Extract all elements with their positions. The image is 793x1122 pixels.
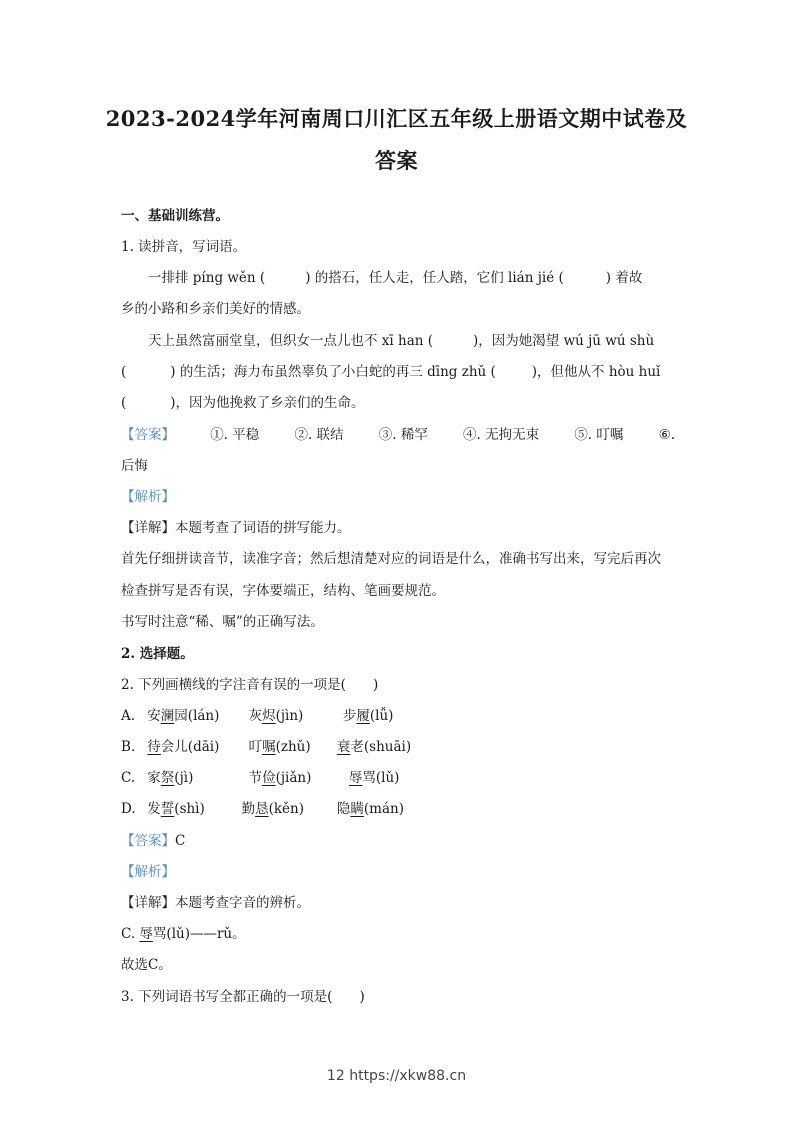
option-item: 叮嘱(zhǔ) xyxy=(248,739,311,755)
text-fragment: )，但他从不 hòu huǐ xyxy=(531,364,661,380)
q2-option-d xyxy=(121,799,675,819)
text-fragment: ) 的搭石，任人走，任人踏，它们 lián jié ( xyxy=(305,270,564,286)
document-title-line-1: 2023-2024学年河南周口川汇区五年级上册语文期中试卷及 xyxy=(105,106,688,131)
q1-detail: 【详解】本题考查了词语的拼写能力。 xyxy=(121,520,351,536)
answer-item: ⑤. 叮嘱 xyxy=(574,427,624,443)
page-number: 12 xyxy=(326,1068,345,1084)
q1-answer-overflow: 后悔 xyxy=(121,458,148,474)
answer-item: ①. 平稳 xyxy=(210,427,260,443)
option-item: 步履(lǚ) xyxy=(342,708,394,724)
answer-item: ④. 无拘无束 xyxy=(463,427,540,443)
option-letter: D. xyxy=(121,801,136,817)
q1-paragraph-2-line-3 xyxy=(121,393,675,413)
option-item: 节俭(jiǎn) xyxy=(248,770,312,786)
analysis-tag: 【解析】 xyxy=(121,489,175,505)
q2-option-b xyxy=(121,737,675,757)
option-item: 勤恳(kěn) xyxy=(241,801,304,817)
q1-paragraph-2-line-2 xyxy=(121,362,675,382)
q1-paragraph-1-line-2: 乡的小路和乡亲们美好的情感。 xyxy=(121,301,310,317)
footer-url[interactable]: https://xkw88.cn xyxy=(349,1068,467,1084)
answer-tag: 【答案】 xyxy=(121,833,175,849)
option-letter: B. xyxy=(121,739,136,755)
answer-value: C xyxy=(175,833,186,849)
q3-prompt: 3. 下列词语书写全都正确的一项是( ) xyxy=(121,989,365,1005)
option-item: 灰烬(jìn) xyxy=(248,708,304,724)
document-title-line-2: 答案 xyxy=(375,148,418,173)
text-fragment: ) 的生活；海力布虽然辜负了小白蛇的再三 dīng zhǔ ( xyxy=(170,364,496,380)
q2-answer-row xyxy=(121,831,675,851)
option-item: 安澜园(lán) xyxy=(147,708,220,724)
section-2-heading: 2. 选择题。 xyxy=(121,646,194,662)
q1-prompt: 1. 读拼音，写词语。 xyxy=(121,239,247,255)
option-item: 衰老(shuāi) xyxy=(336,739,412,755)
analysis-tag: 【解析】 xyxy=(121,864,175,880)
text-fragment: 一排排 píng wěn ( xyxy=(148,270,266,286)
option-item: 隐瞒(mán) xyxy=(336,801,404,817)
q2-correction: C. 辱骂(lǔ)——rǔ。 xyxy=(121,926,246,942)
q2-prompt: 2. 下列画横线的字注音有误的一项是( ) xyxy=(121,677,379,693)
option-item: 待会儿(dāi) xyxy=(147,739,220,755)
text-fragment: )，因为他挽救了乡亲们的生命。 xyxy=(170,395,365,411)
q2-option-a xyxy=(121,706,675,726)
q1-note: 书写时注意“稀、嘱”的正确写法。 xyxy=(121,614,324,630)
text-fragment: 天上虽然富丽堂皇，但织女一点儿也不 xī han ( xyxy=(148,333,434,349)
q2-detail: 【详解】本题考查字音的辨析。 xyxy=(121,895,310,911)
answer-item: ⑥. xyxy=(658,427,675,443)
option-item: 辱骂(lǔ) xyxy=(348,770,400,786)
option-letter: A. xyxy=(121,708,136,724)
answer-item: ②. 联结 xyxy=(294,427,344,443)
q1-explain-line-1: 首先仔细拼读音节，读准字音；然后想清楚对应的词语是什么，准确书写出来，写完后再次 xyxy=(121,551,661,567)
q1-paragraph-1-line-1 xyxy=(121,268,702,288)
option-letter: C. xyxy=(121,770,136,786)
section-1-heading: 一、基础训练营。 xyxy=(121,208,229,224)
q2-option-c xyxy=(121,768,675,788)
q1-answer-row xyxy=(121,425,675,445)
q1-paragraph-2-line-1 xyxy=(121,331,702,351)
text-fragment: )，因为她渴望 wú jū wú shù xyxy=(473,333,655,349)
option-item: 发誓(shì) xyxy=(147,801,205,817)
text-fragment: ) 着故 xyxy=(605,270,643,286)
q2-conclusion: 故选C。 xyxy=(121,957,172,973)
page-footer xyxy=(0,1068,793,1084)
text-fragment: ( xyxy=(121,364,127,380)
option-item: 家祭(jì) xyxy=(147,770,194,786)
text-fragment: ( xyxy=(121,395,127,411)
answer-item: ③. 稀罕 xyxy=(378,427,428,443)
answer-tag: 【答案】 xyxy=(121,427,175,443)
q1-explain-line-2: 检查拼写是否有误，字体要端正，结构、笔画要规范。 xyxy=(121,583,445,599)
